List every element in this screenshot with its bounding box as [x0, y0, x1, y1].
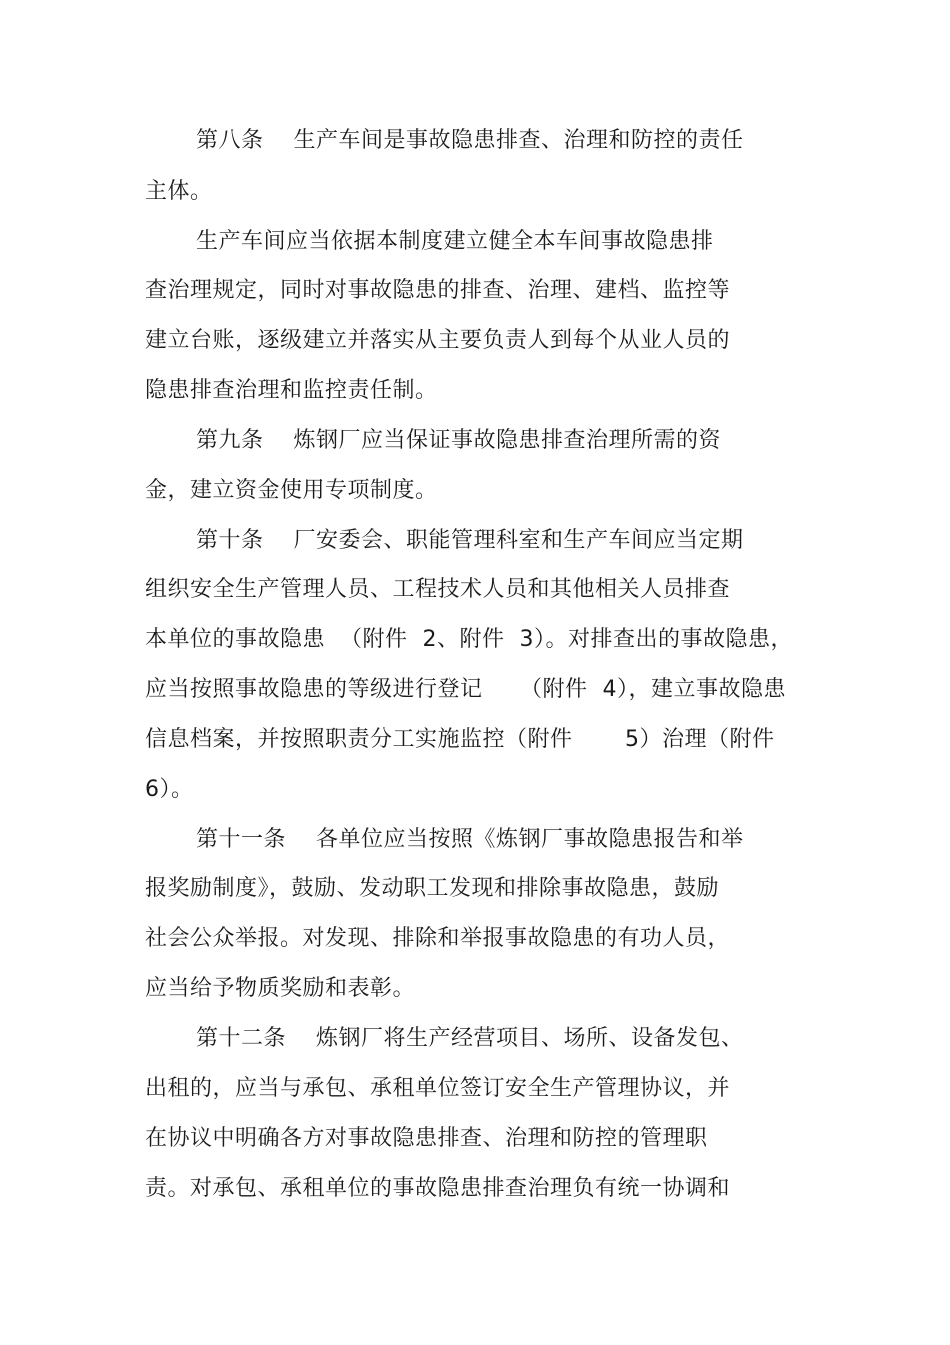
article-11-line-4: 应当给予物质奖励和表彰。 [145, 976, 416, 1001]
article-12-line-1: 第十二条 炼钢厂将生产经营项目、场所、设备发包、 [196, 1026, 744, 1051]
paragraph-workshop-line-3: 建立台账，逐级建立并落实从主要负责人到每个从业人员的 [145, 328, 731, 353]
article-10-line-3: 本单位的事故隐患 （附件 2、附件 3）。对排查出的事故隐患， [145, 627, 793, 652]
article-11-line-1: 第十一条 各单位应当按照《炼钢厂事故隐患报告和举 [196, 827, 744, 852]
paragraph-workshop-line-2: 查治理规定，同时对事故隐患的排查、治理、建档、监控等 [145, 278, 731, 303]
article-10-line-4: 应当按照事故隐患的等级进行登记 （附件 4），建立事故隐患 [145, 677, 786, 702]
paragraph-workshop-line-1: 生产车间应当依据本制度建立健全本车间事故隐患排 [196, 229, 714, 254]
article-10-line-5: 信息档案，并按照职责分工实施监控（附件 5）治理（附件 [145, 727, 775, 752]
article-9-line-2: 金，建立资金使用专项制度。 [145, 478, 438, 503]
article-11-line-3: 社会公众举报。对发现、排除和举报事故隐患的有功人员， [145, 926, 731, 951]
article-11-line-2: 报奖励制度》，鼓励、发动职工发现和排除事故隐患，鼓励 [145, 876, 720, 901]
article-10-line-2: 组织安全生产管理人员、工程技术人员和其他相关人员排查 [145, 577, 731, 602]
article-12-line-2: 出租的，应当与承包、承租单位签订安全生产管理协议，并 [145, 1076, 731, 1101]
article-12-line-3: 在协议中明确各方对事故隐患排查、治理和防控的管理职 [145, 1126, 708, 1151]
paragraph-workshop-line-4: 隐患排查治理和监控责任制。 [145, 378, 438, 403]
article-12-line-4: 责。对承包、承租单位的事故隐患排查治理负有统一协调和 [145, 1176, 731, 1201]
article-8-line-1: 第八条 生产车间是事故隐患排查、治理和防控的责任 [196, 128, 744, 153]
article-10-line-6: 6）。 [145, 777, 194, 802]
article-9-line-1: 第九条 炼钢厂应当保证事故隐患排查治理所需的资 [196, 428, 721, 453]
article-8-line-2: 主体。 [145, 179, 213, 204]
article-10-line-1: 第十条 厂安委会、职能管理科室和生产车间应当定期 [196, 528, 744, 553]
